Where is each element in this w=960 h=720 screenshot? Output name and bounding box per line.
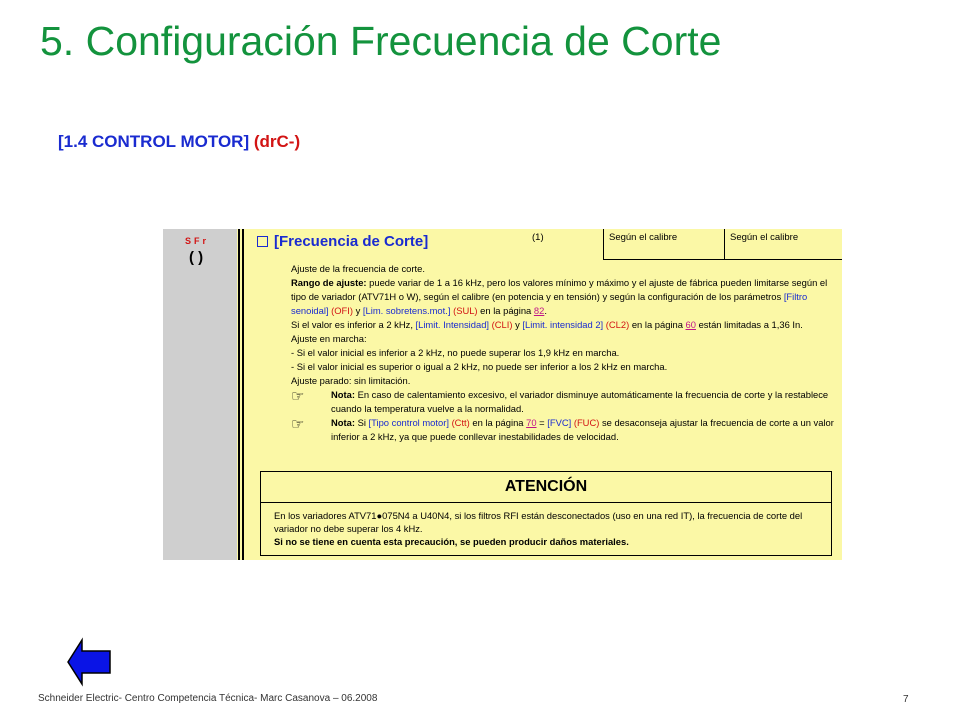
divider [238,229,240,560]
menu-code: (drC-) [253,132,301,151]
factory-setting: Según el calibre [609,232,678,243]
description-text [291,262,839,444]
note-ref: (1) [532,232,544,243]
menu-subtitle [58,132,300,152]
description-line: - Si el valor inicial es inferior a 2 kHz, no puede superar los 1,9 kHz en marcha. [291,347,620,358]
pointing-hand-icon: ☞ [291,388,305,405]
param-ref: [Filtro senoidal] [291,291,808,316]
setting-range: Según el calibre [730,232,799,243]
page-number: 7 [903,694,909,705]
page-link-60[interactable]: 60 [685,319,696,330]
divider [603,229,604,259]
page-link-70[interactable]: 70 [526,417,537,428]
warning-title: ATENCIÓN [261,472,831,503]
param-code: (Ctt) [451,417,470,428]
divider [603,259,842,260]
warning-box [260,471,832,556]
param-ref: [Tipo control motor] [368,417,449,428]
param-code: (CL2) [605,319,630,330]
param-ref: [Limit. Intensidad] [415,319,490,330]
note-1: ☞ Nota: En caso de calentamiento excesivo, el variador disminuye automáticamente la frecuencia de corte y la restablece cuando la temperatura vuelve a la normalidad. [291,388,829,414]
description-line: Ajuste parado: sin limitación. [291,375,411,386]
param-ref: [Lim. sobretens.mot.] [362,305,451,316]
param-code: (OFI) [331,305,354,316]
description-line: - Si el valor inicial es superior o igual a 2 kHz, no puede ser inferior a los 2 kHz en marcha. [291,361,668,372]
menu-path: [1.4 CONTROL MOTOR] [58,132,250,151]
warning-text: En los variadores ATV71●075N4 a U40N4, si los filtros RFI están desconectados (uso en una red IT), la frecuencia de corte del variador no debe superar los 4 kHz. Si no se tiene en cuenta esta precaución, se pueden producir daños materiales. [274,510,803,547]
back-button[interactable] [66,637,112,692]
param-ref: [Limit. intensidad 2] [522,319,604,330]
parameter-header [257,233,428,250]
cycle-icon: ( ) [189,249,204,266]
range-paragraph: Rango de ajuste: puede variar de 1 a 16 kHz, pero los valores mínimo y máximo y el ajuste de fábrica pueden limitarse según el tipo de variador (ATV71H o W), según el calibre (en potencia y en tensión) y según la configuración de los parámetros [Filtro senoidal] (OFI) y [Lim. sobretens.mot.] (SUL) en la página 82. [291,277,828,316]
parameter-code: SFr [185,236,210,246]
divider [242,229,244,560]
footer-text: Schneider Electric- Centro Competencia Técnica- Marc Casanova – 06.2008 [38,693,378,704]
slide-title: 5. Configuración Frecuencia de Corte [40,18,722,64]
param-code: (CLI) [491,319,513,330]
note-2: ☞ Nota: Si [Tipo control motor] (Ctt) en la página 70 = [FVC] (FUC) se desaconseja ajustar la frecuencia de corte a un valor inferior a 2 kHz, ya que puede conllevar inestabilidades de velocidad. [291,416,834,442]
pointing-hand-icon: ☞ [291,416,305,433]
parameter-name: [Frecuencia de Corte] [274,233,429,250]
checkbox-icon [257,236,268,247]
display-column [163,229,237,560]
param-code: (SUL) [453,305,478,316]
param-ref: [FVC] [547,417,572,428]
page-link-82[interactable]: 82 [533,305,545,316]
description-line: Ajuste en marcha: [291,333,367,344]
param-code: (FUC) [573,417,600,428]
parameter-panel [163,229,842,560]
back-arrow-icon [66,637,112,687]
divider [724,229,725,259]
description-line: Ajuste de la frecuencia de corte. [291,263,425,274]
limit-paragraph: Si el valor es inferior a 2 kHz, [Limit. Intensidad] (CLI) y [Limit. intensidad 2] (CL2) en la página 60 están limitadas a 1,36 In. [291,319,803,330]
